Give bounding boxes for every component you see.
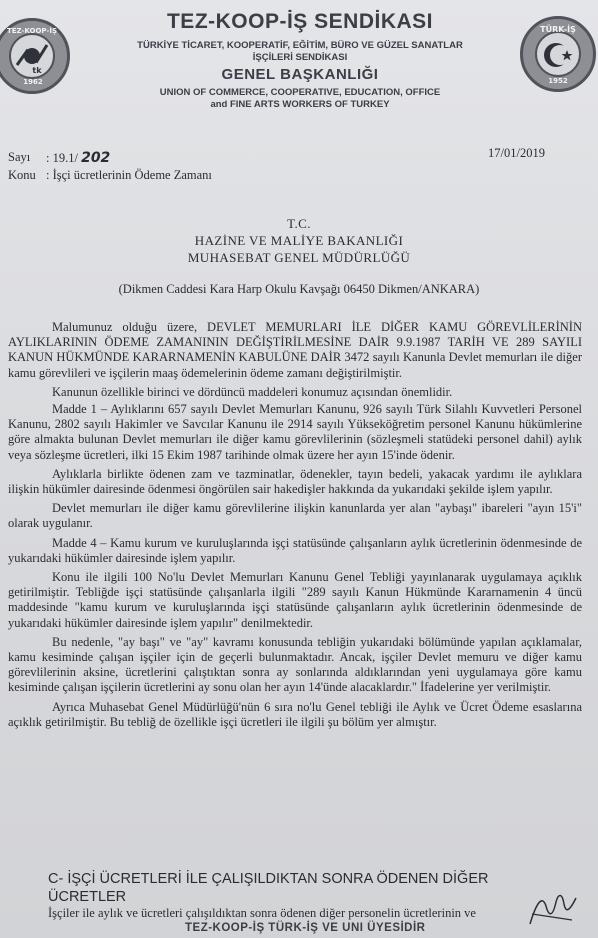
paragraph: Ayrıca Muhasebat Genel Müdürlüğü'nün 6 sıra no'lu Genel tebliği ile Aylık ve Ücret Ödeme esaslarına açıklık getirilmiştir. Bu tebliğ de özellikle işçi ücretleri ile ilgili şu bölüm yer almıştır. — [8, 699, 582, 729]
union-name: TEZ-KOOP-İŞ SENDİKASI — [166, 10, 434, 33]
tez-koop-is-logo — [0, 18, 70, 94]
sayi-number: : 19.1/ — [46, 151, 78, 165]
general-office: GENEL BAŞKANLIĞI — [221, 66, 379, 83]
english-name-line1: UNION OF COMMERCE, COOPERATIVE, EDUCATION, OFFICE — [159, 87, 441, 98]
recipient-ministry: HAZİNE VE MALİYE BAKANLIĞI — [194, 233, 404, 248]
paragraph: Malumunuz olduğu üzere, DEVLET MEMURLARI İLE DİĞER KAMU GÖREVLİLERİNİN AYLIKLARININ ÖDEME ZAMANININ DEĞİŞTİRİLMESİNE DAİR 9.9.1987 TARİH VE 289 SAYILI KANUN HÜKMÜNDE KARARNAMENİN KABULÜNE DAİR 3472 sayılı Kanunla Devlet memurları ile diğer kamu görevlileri ve işçilerin maaş ödemelerinin ödeme zamanı değiştirilmiştir. — [8, 320, 582, 380]
paragraph: Madde 4 – Kamu kurum ve kuruluşlarında işçi statüsünde çalışanların aylık ücretlerinin ödenmesinde de yukarıdaki hükümler dairesinde işlem yapılır. — [8, 535, 582, 565]
paragraph: Devlet memurları ile diğer kamu görevlilerine ilişkin kanunlarda yer alan "aybaşı" ibareleri "ayın 15'i" olarak uygulanır. — [8, 501, 582, 531]
svg-text:1962: 1962 — [23, 78, 43, 86]
recipient-directorate: MUHASEBAT GENEL MÜDÜRLÜĞÜ — [187, 250, 411, 265]
union-subtitle-line2: İŞÇİLERİ SENDİKASI — [252, 52, 348, 63]
svg-text:1952: 1952 — [548, 77, 568, 85]
sayi-value — [46, 150, 110, 166]
section-partial-line: İşçiler ile aylık ve ücretleri çalışıldıktan sonra ödenen diğer personelin ücretlerinin ve — [48, 906, 476, 920]
paragraph: Kanunun özellikle birinci ve dördüncü maddeleri konumuz açısından önemlidir. — [52, 384, 453, 399]
letter-body — [8, 320, 582, 730]
section-heading-line1: C- İŞÇİ ÜCRETLERİ İLE ÇALIŞILDIKTAN SONRA ÖDENEN DİĞER — [48, 871, 489, 887]
section-heading — [48, 870, 568, 906]
svg-text:TEZ-KOOP-İŞ: TEZ-KOOP-İŞ — [7, 27, 57, 35]
paragraph: Madde 1 – Aylıklarını 657 sayılı Devlet Memurları Kanunu, 926 sayılı Türk Silahlı Kuvvetleri Personel Kanunu, 2802 sayılı Hakimler ve Savcılar Kanunu ile 2914 sayılı Yükseköğretim personel Kanunu hükümlerine göre almakta bulunan Devlet memurları ile diğer kamu görevlilerinin (sözleşmeli statüdeki personel dahil) aylık veya sözleşme ücretleri, ilki 15 Ekim 1987 tarihinde olmak üzere her ayın 15'inde ödenir. — [8, 402, 582, 462]
section-heading-line2: ÜCRETLER — [48, 889, 127, 905]
recipient-address: (Dikmen Caddesi Kara Harp Okulu Kavşağı 06450 Dikmen/ANKARA) — [118, 282, 480, 296]
recipient-tc: T.C. — [287, 216, 311, 231]
paragraph: Aylıklarla birlikte ödenen zam ve tazminatlar, ödenekler, tayın bedeli, yakacak yardımı ile aylıklara ilişkin hükümler dairesinde ödenmesi öngörülen sair hakedişler hakkında da yukarıdaki şekilde işlem yapılır. — [8, 466, 582, 497]
svg-text:TÜRK-İŞ: TÜRK-İŞ — [540, 25, 576, 34]
svg-text:tk: tk — [32, 66, 42, 75]
signature — [522, 884, 582, 934]
letter-date: 17/01/2019 — [488, 146, 545, 160]
paragraph: Bu nedenle, "ay başı" ve "ay" kavramı konusunda tebliğin yukarıdaki bölümünde yapılan açıklamalar, kamu kesiminde çalışan işçiler için de geçerli bulunmaktadır. Ancak, işçiler Devlet memuru ve diğer kamu görevlilerinin aksine, ücretlerini çalıştıktan sonra ay sonlarında aldıklarından yeni uygulamaya göre kamu kesiminde çalışan işçilerin ücretlerini ay sonu olan her ayın 14'ünde alacaklardır." İfadelerine yer verilmiştir. — [8, 634, 582, 695]
union-subtitle-line1: TÜRKİYE TİCARET, KOOPERATİF, EĞİTİM, BÜRO VE GÜZEL SANATLAR — [137, 40, 463, 51]
konu-label: Konu — [8, 168, 36, 182]
footer-membership: TEZ-KOOP-İŞ TÜRK-İŞ VE UNI ÜYESİDİR — [185, 922, 426, 934]
konu-value: : İşçi ücretlerinin Ödeme Zamanı — [46, 168, 212, 182]
paragraph: Konu ile ilgili 100 No'lu Devlet Memurları Kanunu Genel Tebliği yayınlanarak uygulamaya açıklık getirilmiştir. Tebliğde işçi statüsünde çalışanlarla ilgili "289 sayılı Kanun Hükmünde Kararnamenin 4 üncü maddesinde "kamu kurum ve kuruluşlarında işçi statüsünde çalışanların aylık ücretlerinin ödenmesinde de yukarıdaki hükümler dairesinde işlem yapılır" denilmektedir. — [8, 570, 582, 630]
sayi-label: Sayı — [8, 150, 31, 164]
turk-is-logo — [520, 16, 596, 92]
english-name-line2: and FINE ARTS WORKERS OF TURKEY — [210, 99, 390, 110]
handwritten-number: 202 — [81, 150, 111, 166]
